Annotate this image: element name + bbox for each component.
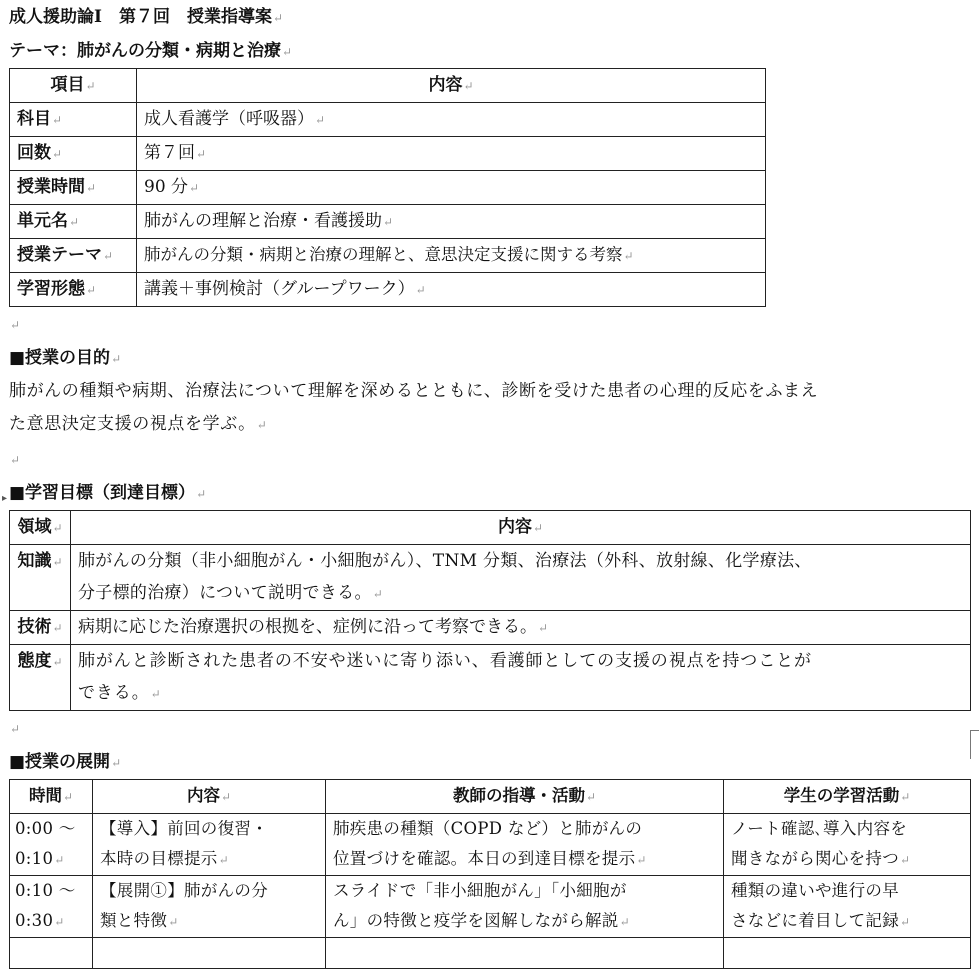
- empty-paragraph: ↵: [10, 453, 21, 467]
- table-row: [10, 611, 971, 645]
- header-content: 内容↵: [137, 69, 766, 103]
- student-cell: ノート確認､導入内容を 聞きながら関心を持つ↵: [724, 814, 971, 876]
- row-value: 肺がんの分類・病期と治療の理解と、意思決定支援に関する考察↵: [137, 239, 766, 273]
- table-row: [10, 876, 971, 938]
- header-domain: 領域↵: [10, 511, 71, 545]
- header-teacher: 教師の指導・活動↵: [326, 780, 724, 814]
- content-cell: 【展開①】肺がんの分 類と特徴↵: [93, 876, 326, 938]
- empty-paragraph: ↵: [10, 318, 21, 332]
- table-header-row: [10, 511, 971, 545]
- goals-heading: ■学習目標（到達目標）↵: [9, 483, 207, 503]
- table-row: [10, 814, 971, 876]
- row-value: 成人看護学（呼吸器）↵: [137, 103, 766, 137]
- table-header-row: [10, 69, 766, 103]
- domain-knowledge: 知識↵: [10, 545, 71, 611]
- goals-table: [9, 510, 971, 711]
- teacher-cell: 肺疾患の種類（COPD など）と肺がんの 位置づけを確認。本日の到達目標を提示↵: [326, 814, 724, 876]
- student-cell: [724, 938, 971, 969]
- flow-heading: ■授業の展開↵: [9, 752, 122, 772]
- time-cell: [10, 938, 93, 969]
- row-key: 授業テーマ↵: [10, 239, 137, 273]
- row-value: 講義＋事例検討（グループワーク）↵: [137, 273, 766, 307]
- goal-text: 病期に応じた治療選択の根拠を、症例に沿って考察できる。↵: [71, 611, 971, 645]
- row-key: 単元名↵: [10, 205, 137, 239]
- time-cell: 0:00 ～ 0:10↵: [10, 814, 93, 876]
- teacher-cell: スライドで「非小細胞がん」「小細胞が ん」の特徴と疫学を図解しながら解説↵: [326, 876, 724, 938]
- header-content: 内容↵: [71, 511, 971, 545]
- document-title: 成人援助論Ⅰ 第７回 授業指導案↵: [9, 7, 284, 27]
- purpose-heading: ■授業の目的↵: [9, 348, 122, 368]
- table-row: [10, 273, 766, 307]
- goal-text: 肺がんの分類（非小細胞がん・小細胞がん）、TNM 分類、治療法（外科、放射線、化学療法、 分子標的治療）について説明できる。↵: [71, 545, 971, 611]
- purpose-text: 肺がんの種類や病期、治療法について理解を深めるとともに、診断を受けた患者の心理的反応をふまえ た意思決定支援の視点を学ぶ。↵: [9, 381, 819, 434]
- row-value: 第７回↵: [137, 137, 766, 171]
- text-boundary-corner: [970, 730, 979, 759]
- object-anchor-icon: ▸: [2, 493, 8, 504]
- teacher-cell: [326, 938, 724, 969]
- row-key: 科目↵: [10, 103, 137, 137]
- document-theme: テーマ：肺がんの分類・病期と治療↵: [9, 41, 293, 61]
- table-row: [10, 137, 766, 171]
- table-row: [10, 205, 766, 239]
- row-value: 肺がんの理解と治療・看護援助↵: [137, 205, 766, 239]
- row-key: 回数↵: [10, 137, 137, 171]
- table-row: [10, 938, 971, 969]
- empty-paragraph: ↵: [10, 722, 21, 736]
- table-row: [10, 103, 766, 137]
- header-content: 内容↵: [93, 780, 326, 814]
- goal-text: 肺がんと診断された患者の不安や迷いに寄り添い、看護師としての支援の視点を持つことが できる。↵: [71, 645, 971, 711]
- header-item: 項目↵: [10, 69, 137, 103]
- document-page: [9, 0, 979, 969]
- student-cell: 種類の違いや進行の早 さなどに着目して記録↵: [724, 876, 971, 938]
- table-row: [10, 645, 971, 711]
- header-time: 時間↵: [10, 780, 93, 814]
- domain-attitude: 態度↵: [10, 645, 71, 711]
- table-row: [10, 545, 971, 611]
- row-value: 90 分↵: [137, 171, 766, 205]
- row-key: 学習形態↵: [10, 273, 137, 307]
- header-student: 学生の学習活動↵: [724, 780, 971, 814]
- domain-skill: 技術↵: [10, 611, 71, 645]
- table-row: [10, 171, 766, 205]
- table-header-row: [10, 780, 971, 814]
- row-key: 授業時間↵: [10, 171, 137, 205]
- table-row: [10, 239, 766, 273]
- content-cell: [93, 938, 326, 969]
- content-cell: 【導入】前回の復習・ 本時の目標提示↵: [93, 814, 326, 876]
- overview-table: [9, 68, 766, 307]
- flow-table: [9, 779, 971, 969]
- time-cell: 0:10 ～ 0:30↵: [10, 876, 93, 938]
